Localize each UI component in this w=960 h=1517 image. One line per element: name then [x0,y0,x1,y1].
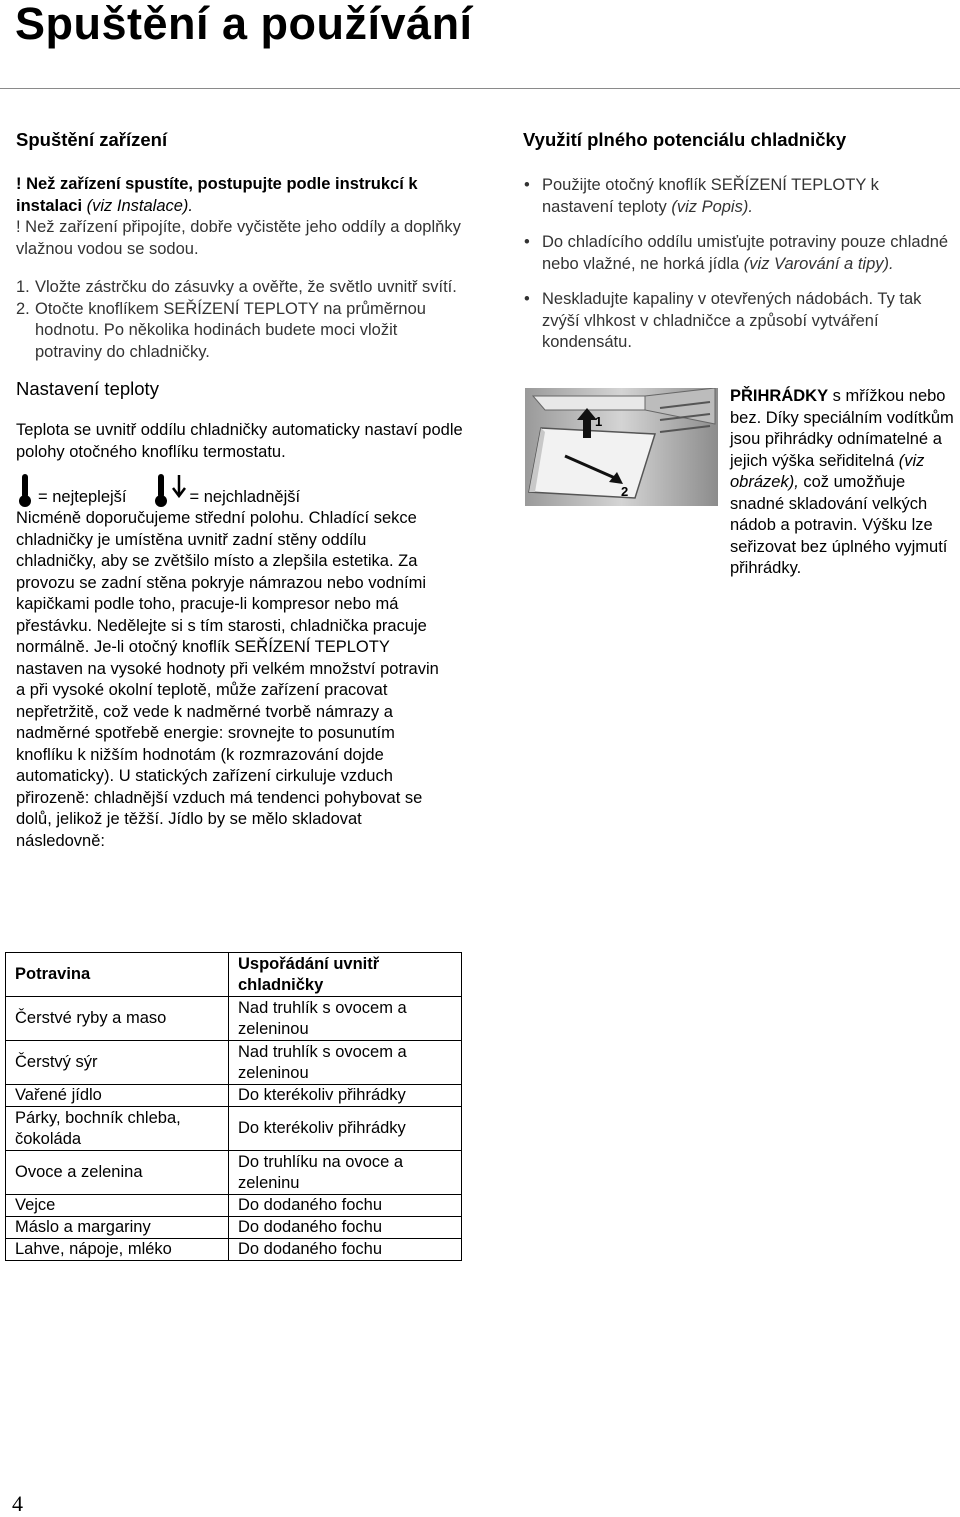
table-row [6,1107,462,1151]
temp-heading: Nastavení teploty [16,378,159,399]
shelves-ref: (viz obrázek), [730,451,925,491]
table-row [6,1151,462,1195]
start-steps [16,277,466,363]
table-row [6,1085,462,1107]
food-storage-table [5,952,462,1261]
page-number: 4 [12,1491,23,1516]
table-cell: Čerstvé ryby a maso [6,997,229,1041]
shelf-illustration [525,388,718,506]
page-title: Spuštění a používání [15,0,473,49]
table-cell: Do dodaného fochu [229,1195,462,1217]
figure-label: 1 [595,414,603,429]
table-cell: Nad truhlík s ovocem a zeleninou [229,997,462,1041]
warmest-label: = nejteplejší [38,487,127,506]
install-warning-text: ! Než zařízení spustíte, postupujte podle instrukcí k instalaci [16,175,418,215]
table-cell: Do dodaného fochu [229,1217,462,1239]
temp-body: Nicméně doporučujeme střední polohu. Chladící sekce chladničky je umístěna uvnitř zadní stěny oddílu chladničky, aby se zvětšilo místo a zlepšila estetika. Za provozu se zadní stěna pokryje námrazou nebo vodními kapičkami podle toho, pracuje-li kompresor nebo má přestávku. Nedělejte si s tím starosti, chladnička pracuje normálně. Je-li otočný knoflík SEŘÍZENÍ TEPLOTY nastaven na vysoké hodnoty při velkém množství potravin a při vysoké okolní teplotě, může zařízení pracovat nepřetržitě, což vede k nadměrné tvorbě námrazy a nadměrné spotřebě energie: srovnejte to posunutím knoflíku k nižším hodnotám (k rozmrazování dojde automaticky). U statických zařízení cirkuluje vzduch přirozeně: chladnější vzduch má tendenci pohybovat se dolů, jelikož je těžší. Jídlo by se mělo skladovat následovně: [16,509,439,850]
step-number: 1. [16,278,30,296]
clean-warning: ! Než zařízení připojíte, dobře vyčistěte jeho oddíly a doplňky vlažnou vodou se sodou. [16,218,461,258]
table-header-row [6,953,462,997]
right-column [523,128,953,368]
table-row [6,1195,462,1217]
shelves-text-cont: což umožňuje snadné skladování velkých nádob a potravin. Výšku lze seřizovat bez úplného vyjmutí přihrádky. [730,473,948,577]
tips-list [523,175,953,354]
step-text: Otočte knoflíkem SEŘÍZENÍ TEPLOTY na průměrnou hodnotu. Po několika hodinách budete moci vložit potraviny do chladničky. [35,299,426,361]
list-item [523,175,953,218]
warm-thermometer-icon [16,472,34,508]
table-row [6,1239,462,1261]
shelves-description [730,386,958,580]
start-heading: Spuštění zařízení [16,129,168,150]
table-cell: Do kterékoliv přihrádky [229,1107,462,1151]
table-cell: Do kterékoliv přihrádky [229,1085,462,1107]
tip-text: Neskladujte kapaliny v otevřených nádobách. Ty tak zvýší vlhkost v chladničce a způsobí vytváření kondensátu. [542,290,922,351]
table-cell: Do dodaného fochu [229,1239,462,1261]
tip-ref: (viz Varování a tipy). [739,254,894,273]
tip-ref: (viz Popis). [666,197,753,216]
cold-thermometer-icon [152,472,188,508]
temp-intro: Teplota se uvnitř oddílu chladničky automaticky nastaví podle polohy otočného knoflíku termostatu. [16,421,463,461]
table-cell: Párky, bochník chleba, čokoláda [6,1107,229,1151]
install-warning-ref: (viz Instalace). [82,196,193,215]
table-row [6,1217,462,1239]
list-item [16,299,466,364]
bullet-icon: • [524,233,530,251]
table-cell: Lahve, nápoje, mléko [6,1239,229,1261]
step-text: Vložte zástrčku do zásuvky a ověřte, že světlo uvnitř svítí. [35,278,457,296]
list-item [523,232,953,275]
bullet-icon: • [524,176,530,194]
table-cell: Máslo a margariny [6,1217,229,1239]
install-warning [16,174,466,217]
table-header-cell: Uspořádání uvnitř chladničky [229,953,462,997]
bullet-icon: • [524,290,530,308]
thermometer-legend [16,472,466,508]
tip-text: Do chladícího oddílu umisťujte potraviny pouze chladné nebo vlažné, ne horká jídla [542,233,949,273]
table-cell: Čerstvý sýr [6,1041,229,1085]
table-row [6,997,462,1041]
table-cell: Do truhlíku na ovoce a zeleninu [229,1151,462,1195]
table-cell: Ovoce a zelenina [6,1151,229,1195]
table-header-cell: Potravina [6,953,229,997]
table-row [6,1041,462,1085]
table-cell: Vařené jídlo [6,1085,229,1107]
coldest-label: = nejchladnější [189,487,301,506]
shelves-term: PŘIHRÁDKY [730,387,829,405]
list-item [523,289,953,354]
list-item [16,277,466,299]
table-cell: Nad truhlík s ovocem a zeleninou [229,1041,462,1085]
figure-label: 2 [621,484,629,499]
left-column [16,128,466,852]
table-cell: Vejce [6,1195,229,1217]
potential-heading: Využití plného potenciálu chladničky [523,129,847,150]
tip-text: Použijte otočný knoflík SEŘÍZENÍ TEPLOTY k nastavení teploty [542,176,879,216]
shelves-text: s mřížkou nebo bez. Díky speciálním vodítkům jsou přihrádky odnímatelné a jejich výška seřiditelná [730,387,954,470]
title-divider [0,88,960,89]
step-number: 2. [16,299,30,318]
